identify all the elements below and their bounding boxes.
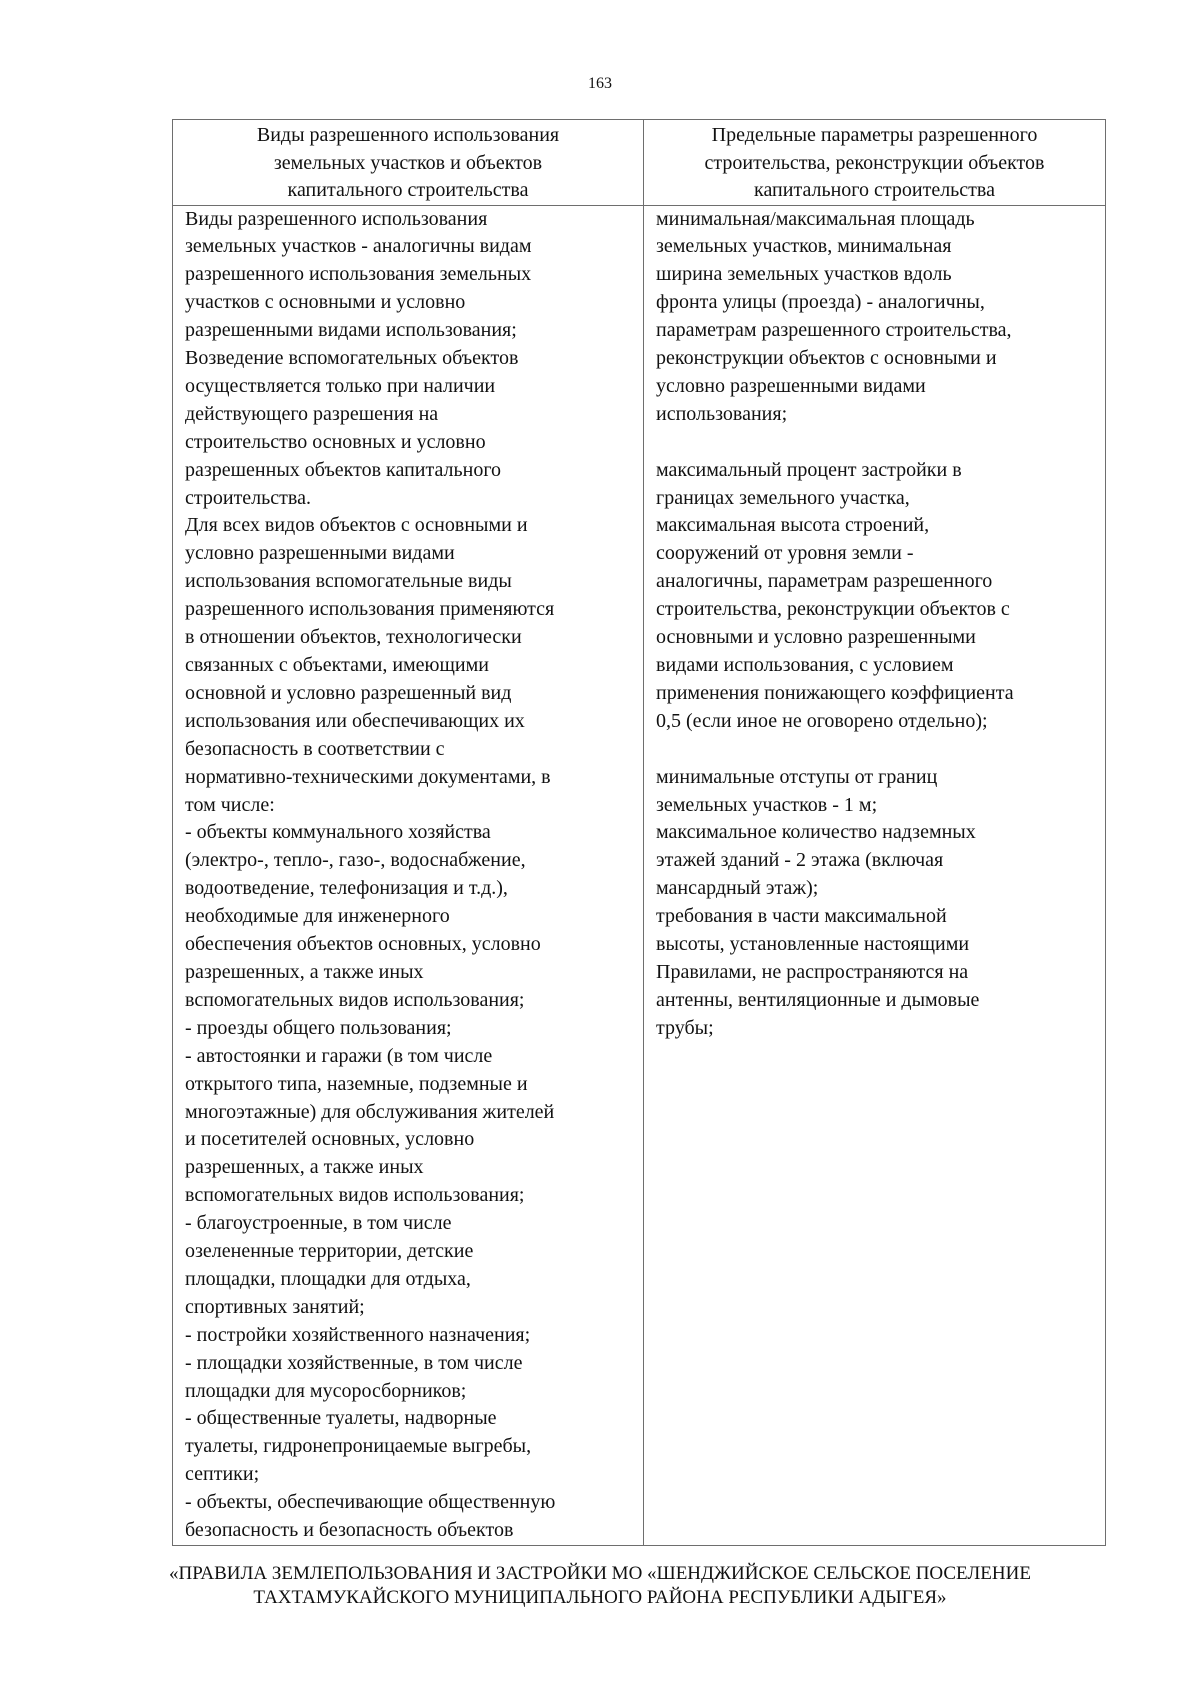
table-row xyxy=(173,205,1106,1546)
permitted-uses-text: Виды разрешенного использования земельных участков - аналогичны видам разрешенного использования земельных участков с основными и условно разрешенными видами использования; Возведение вспомогательных объектов осуществляется только при наличии действующего разрешения на строительство основных и условно разрешенных объектов капитального строительства. Для всех видов объектов с основными и условно разрешенными видами использования вспомогательные виды разрешенного использования применяются в отношении объектов, технологически связанных с объектами, имеющими основной и условно разрешенный вид использования или обеспечивающих их безопасность в соответствии с нормативно-техническими документами, в том числе: - объекты коммунального хозяйства (электро-, тепло-, газо-, водоснабжение, водоотведение, телефонизация и т.д.), необходимые для инженерного обеспечения объектов основных, условно разрешенных, а также иных вспомогательных видов использования; - проезды общего пользования; - автостоянки и гаражи (в том числе открытого типа, наземные, подземные и многоэтажные) для обслуживания жителей и посетителей основных, условно разрешенных, а также иных вспомогательных видов использования; - благоустроенные, в том числе озелененные территории, детские площадки, площадки для отдыха, спортивных занятий; - постройки хозяйственного назначения; - площадки хозяйственные, в том числе площадки для мусоросборников; - общественные туалеты, надворные туалеты, гидронепроницаемые выгребы, септики; - объекты, обеспечивающие общественную безопасность и безопасность объектов xyxy=(185,207,556,1542)
cell-permitted-uses xyxy=(173,205,644,1546)
header-construction-limits-text: Предельные параметры разрешенного строительства, реконструкции объектов капитального строительства xyxy=(704,124,1045,201)
header-permitted-uses xyxy=(173,120,644,206)
header-construction-limits xyxy=(644,120,1106,206)
document-footer xyxy=(0,1562,1200,1610)
footer-line-2: ТАХТАМУКАЙСКОГО МУНИЦИПАЛЬНОГО РАЙОНА РЕСПУБЛИКИ АДЫГЕЯ» xyxy=(253,1587,947,1608)
cell-construction-limits xyxy=(644,205,1106,1546)
footer-line-1: «ПРАВИЛА ЗЕМЛЕПОЛЬЗОВАНИЯ И ЗАСТРОЙКИ МО «ШЕНДЖИЙСКОЕ СЕЛЬСКОЕ ПОСЕЛЕНИЕ xyxy=(169,1563,1031,1584)
construction-limits-text: минимальная/максимальная площадь земельных участков, минимальная ширина земельных участков вдоль фронта улицы (проезда) - аналогичны, параметрам разрешенного строительства, реконструкции объектов с основными и условно разрешенными видами использования; максимальный процент застройки в границах земельного участка, максимальная высота строений, сооружений от уровня земли - аналогичны, параметрам разрешенного строительства, реконструкции объектов с основными и условно разрешенными видами использования, с условием применения понижающего коэффициента 0,5 (если иное не оговорено отдельно); минимальные отступы от границ земельных участков - 1 м; максимальное количество надземных этажей зданий - 2 этажа (включая мансардный этаж); требования в части максимальной высоты, установленные настоящими Правилами, не распространяются на антенны, вентиляционные и дымовые трубы; xyxy=(656,207,1014,1039)
regulations-table xyxy=(172,119,1106,1546)
header-permitted-uses-text: Виды разрешенного использования земельных участков и объектов капитального строительства xyxy=(256,124,560,201)
page-number: 163 xyxy=(588,75,612,92)
table-header-row xyxy=(173,120,1106,206)
